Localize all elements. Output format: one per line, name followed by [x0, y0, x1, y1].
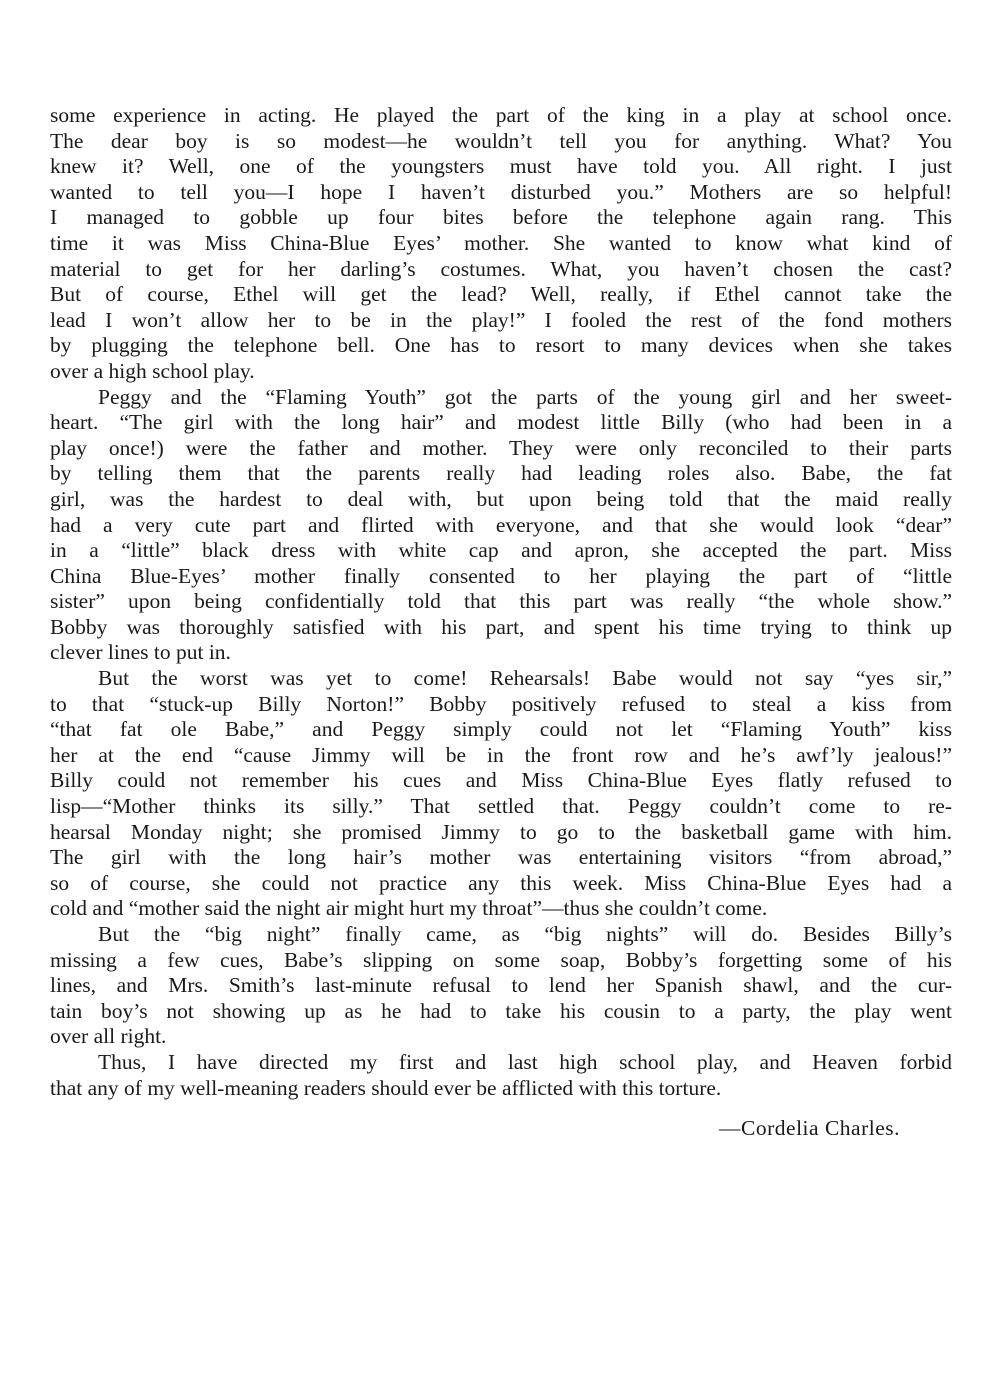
- text-line: missing a few cues, Babe’s slipping on some soap, Bobby’s forgetting some of his: [50, 947, 952, 972]
- text-line: But the worst was yet to come! Rehearsals! Babe would not say “yes sir,”: [98, 666, 952, 691]
- text-line: lisp—“Mother thinks its silly.” That settled that. Peggy couldn’t come to re-: [50, 794, 952, 819]
- text-line: But the “big night” finally came, as “big nights” will do. Besides Billy’s: [98, 922, 952, 946]
- paragraph-4: [50, 922, 952, 1050]
- author-signature: —Cordelia Charles.: [719, 1116, 900, 1141]
- text-line: sister” upon being confidentially told that this part was really “the whole show.”: [50, 589, 952, 614]
- text-line: The dear boy is so modest—he wouldn’t tell you for anything. What? You: [50, 128, 952, 153]
- paragraph-5: [50, 1050, 952, 1101]
- text-line: in a “little” black dress with white cap and apron, she accepted the part. Miss: [50, 538, 952, 563]
- paragraph-1: [50, 103, 952, 385]
- paragraph-3: [50, 666, 952, 922]
- text-line: lines, and Mrs. Smith’s last-minute refusal to lend her Spanish shawl, and the cur-: [50, 973, 952, 998]
- text-line: lead I won’t allow her to be in the play!” I fooled the rest of the fond mothers: [50, 307, 952, 332]
- text-line: had a very cute part and flirted with everyone, and that she would look “dear”: [50, 512, 952, 537]
- text-line: tain boy’s not showing up as he had to take his cousin to a party, the play went: [50, 998, 952, 1023]
- text-line: “that fat ole Babe,” and Peggy simply could not let “Flaming Youth” kiss: [50, 717, 952, 742]
- text-line: wanted to tell you—I hope I haven’t disturbed you.” Mothers are so helpful!: [50, 179, 952, 204]
- text-line: over a high school play.: [50, 358, 255, 383]
- text-line: time it was Miss China-Blue Eyes’ mother. She wanted to know what kind of: [50, 230, 952, 255]
- text-line: hearsal Monday night; she promised Jimmy to go to the basketball game with him.: [50, 819, 952, 844]
- text-line: Peggy and the “Flaming Youth” got the parts of the young girl and her sweet-: [98, 384, 952, 409]
- text-line: so of course, she could not practice any this week. Miss China-Blue Eyes had a: [50, 870, 952, 895]
- text-line: Thus, I have directed my first and last high school play, and Heaven forbid: [98, 1049, 952, 1074]
- text-line: by telling them that the parents really had leading roles also. Babe, the fat: [50, 461, 952, 486]
- text-line: But of course, Ethel will get the lead? Well, really, if Ethel cannot take the: [50, 282, 952, 307]
- text-line: to that “stuck-up Billy Norton!” Bobby positively refused to steal a kiss from: [50, 691, 952, 716]
- article-page: [50, 103, 952, 1142]
- text-line: that any of my well-meaning readers should ever be afflicted with this torture.: [50, 1075, 722, 1100]
- text-line: China Blue-Eyes’ mother finally consented to her playing the part of “little: [50, 563, 952, 588]
- text-line: girl, was the hardest to deal with, but upon being told that the maid really: [50, 486, 952, 511]
- text-line: material to get for her darling’s costumes. What, you haven’t chosen the cast?: [50, 256, 952, 281]
- text-line: over all right.: [50, 1024, 167, 1049]
- paragraph-2: [50, 385, 952, 667]
- text-line: Bobby was thoroughly satisfied with his part, and spent his time trying to think up: [50, 614, 952, 639]
- text-line: by plugging the telephone bell. One has to resort to many devices when she takes: [50, 333, 952, 358]
- text-line: play once!) were the father and mother. They were only reconciled to their parts: [50, 435, 952, 460]
- text-line: cold and “mother said the night air might hurt my throat”—thus she couldn’t come.: [50, 896, 768, 921]
- text-line: her at the end “cause Jimmy will be in the front row and he’s awf’ly jealous!”: [50, 742, 952, 767]
- text-line: I managed to gobble up four bites before the telephone again rang. This: [50, 205, 952, 230]
- text-line: clever lines to put in.: [50, 640, 231, 665]
- text-line: some experience in acting. He played the part of the king in a play at school once.: [50, 103, 952, 127]
- text-line: heart. “The girl with the long hair” and modest little Billy (who had been in a: [50, 410, 952, 435]
- text-line: Billy could not remember his cues and Miss China-Blue Eyes flatly refused to: [50, 768, 952, 793]
- text-line: knew it? Well, one of the youngsters must have told you. All right. I just: [50, 154, 952, 179]
- text-line: The girl with the long hair’s mother was entertaining visitors “from abroad,”: [50, 845, 952, 870]
